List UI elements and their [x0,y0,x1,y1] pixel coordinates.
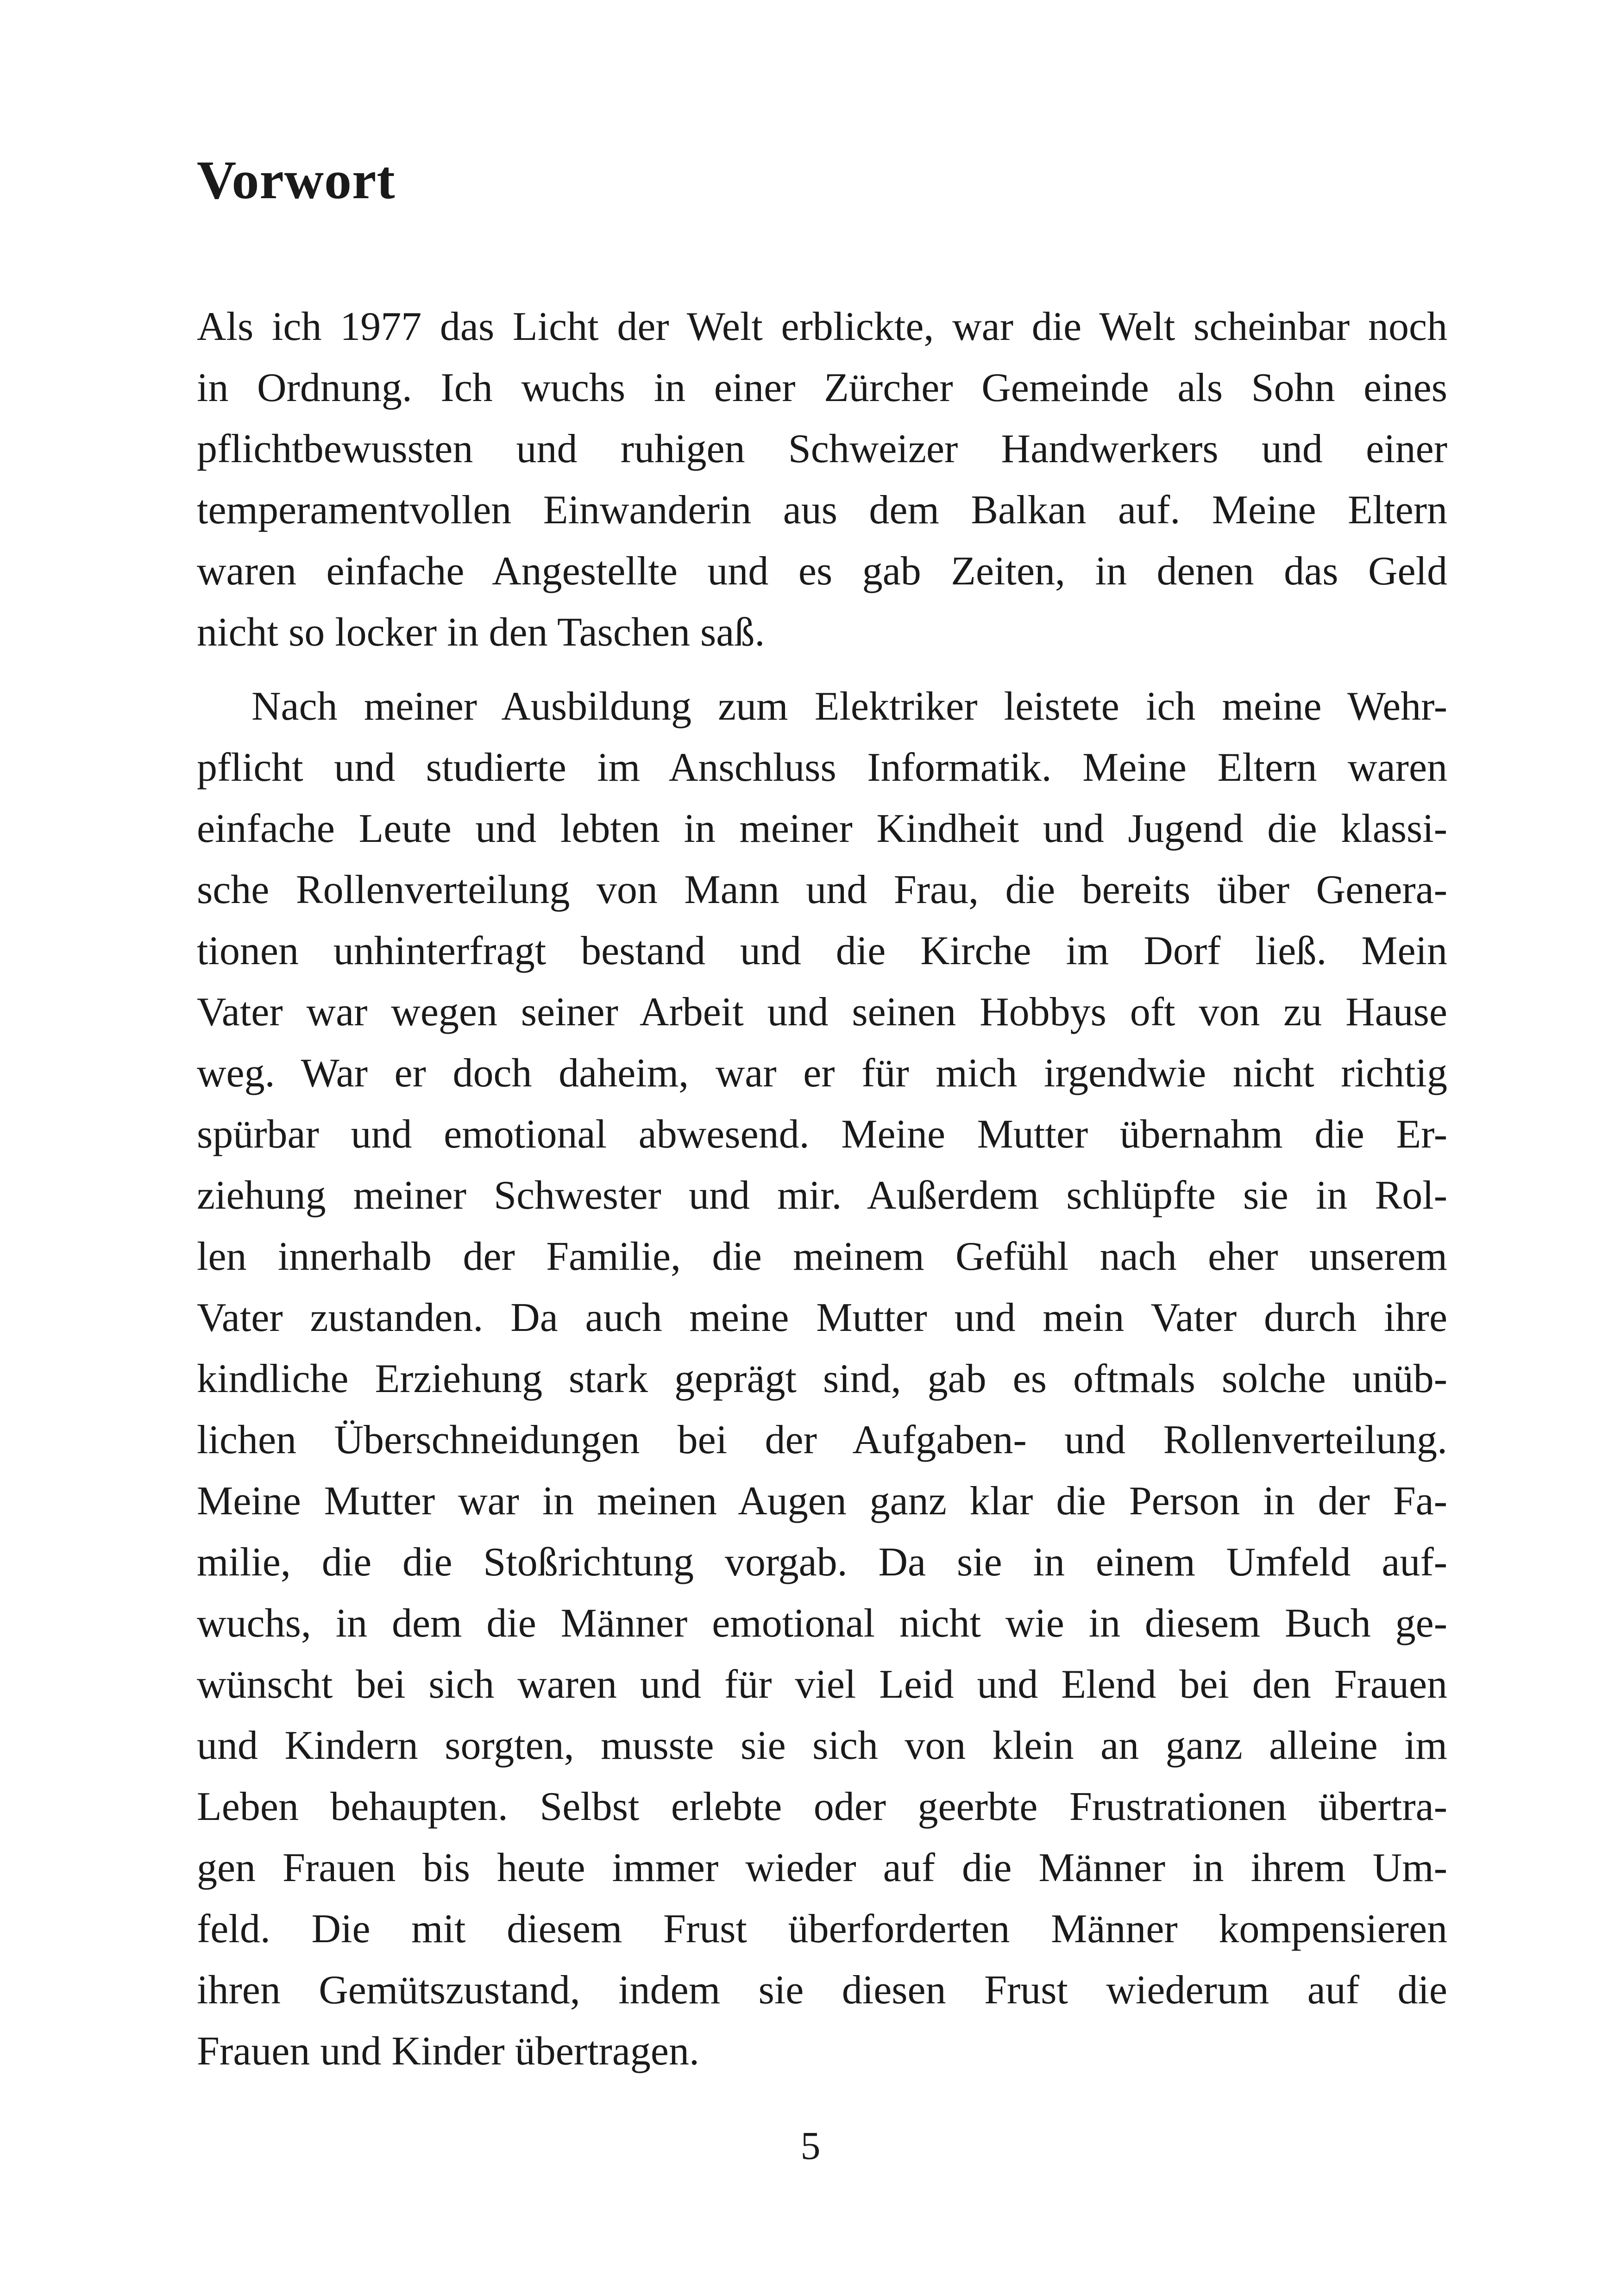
text-line: sche Rollenverteilung von Mann und Frau, die bereits über Genera- [197,867,1447,912]
text-line: und Kindern sorgten, musste sie sich von klein an ganz alleine im [197,1723,1447,1768]
text-line: kindliche Erziehung stark geprägt sind, gab es oftmals solche unüb- [197,1356,1447,1401]
text-line: pflichtbewussten und ruhigen Schweizer Handwerkers und einer [197,427,1447,471]
chapter-heading: Vorwort [197,150,396,210]
text-line: Frauen und Kinder übertragen. [197,2029,699,2074]
text-line: temperamentvollen Einwanderin aus dem Balkan auf. Meine Eltern [197,488,1447,533]
text-line: Vater zustanden. Da auch meine Mutter und mein Vater durch ihre [197,1295,1447,1340]
text-line: wünscht bei sich waren und für viel Leid und Elend bei den Frauen [197,1662,1447,1707]
text-line: Als ich 1977 das Licht der Welt erblickte, war die Welt scheinbar noch [197,304,1447,349]
text-line: milie, die die Stoßrichtung vorgab. Da sie in einem Umfeld auf- [197,1540,1447,1585]
paragraph-1 [197,296,1447,663]
text-line: Meine Mutter war in meinen Augen ganz klar die Person in der Fa- [197,1479,1447,1524]
body-text [197,296,1447,2082]
text-line: Nach meiner Ausbildung zum Elektriker leistete ich meine Wehr- [251,684,1447,729]
text-line: pflicht und studierte im Anschluss Informatik. Meine Eltern waren [197,745,1447,790]
text-line: len innerhalb der Familie, die meinem Gefühl nach eher unserem [197,1234,1447,1279]
page-number: 5 [800,2123,821,2168]
text-line: gen Frauen bis heute immer wieder auf die Männer in ihrem Um- [197,1845,1447,1890]
text-line: nicht so locker in den Taschen saß. [197,610,765,655]
text-line: spürbar und emotional abwesend. Meine Mutter übernahm die Er- [197,1112,1447,1157]
paragraph-gap [197,663,1447,676]
text-line: tionen unhinterfragt bestand und die Kirche im Dorf ließ. Mein [197,928,1447,973]
text-line: einfache Leute und lebten in meiner Kindheit und Jugend die klassi- [197,806,1447,851]
text-line: ziehung meiner Schwester und mir. Außerdem schlüpfte sie in Rol- [197,1173,1447,1218]
text-line: lichen Überschneidungen bei der Aufgaben- und Rollenverteilung. [197,1418,1447,1462]
text-line: weg. War er doch daheim, war er für mich irgendwie nicht richtig [197,1051,1447,1096]
text-line: feld. Die mit diesem Frust überforderten Männer kompensieren [197,1907,1447,1951]
text-line: in Ordnung. Ich wuchs in einer Zürcher Gemeinde als Sohn eines [197,365,1447,410]
text-line: Vater war wegen seiner Arbeit und seinen Hobbys oft von zu Hause [197,990,1447,1035]
text-line: wuchs, in dem die Männer emotional nicht wie in diesem Buch ge- [197,1601,1447,1646]
paragraph-2 [197,676,1447,2082]
text-line: ihren Gemütszustand, indem sie diesen Frust wiederum auf die [197,1968,1447,2013]
text-line: Leben behaupten. Selbst erlebte oder geerbte Frustrationen übertra- [197,1784,1447,1829]
text-line: waren einfache Angestellte und es gab Zeiten, in denen das Geld [197,549,1447,594]
